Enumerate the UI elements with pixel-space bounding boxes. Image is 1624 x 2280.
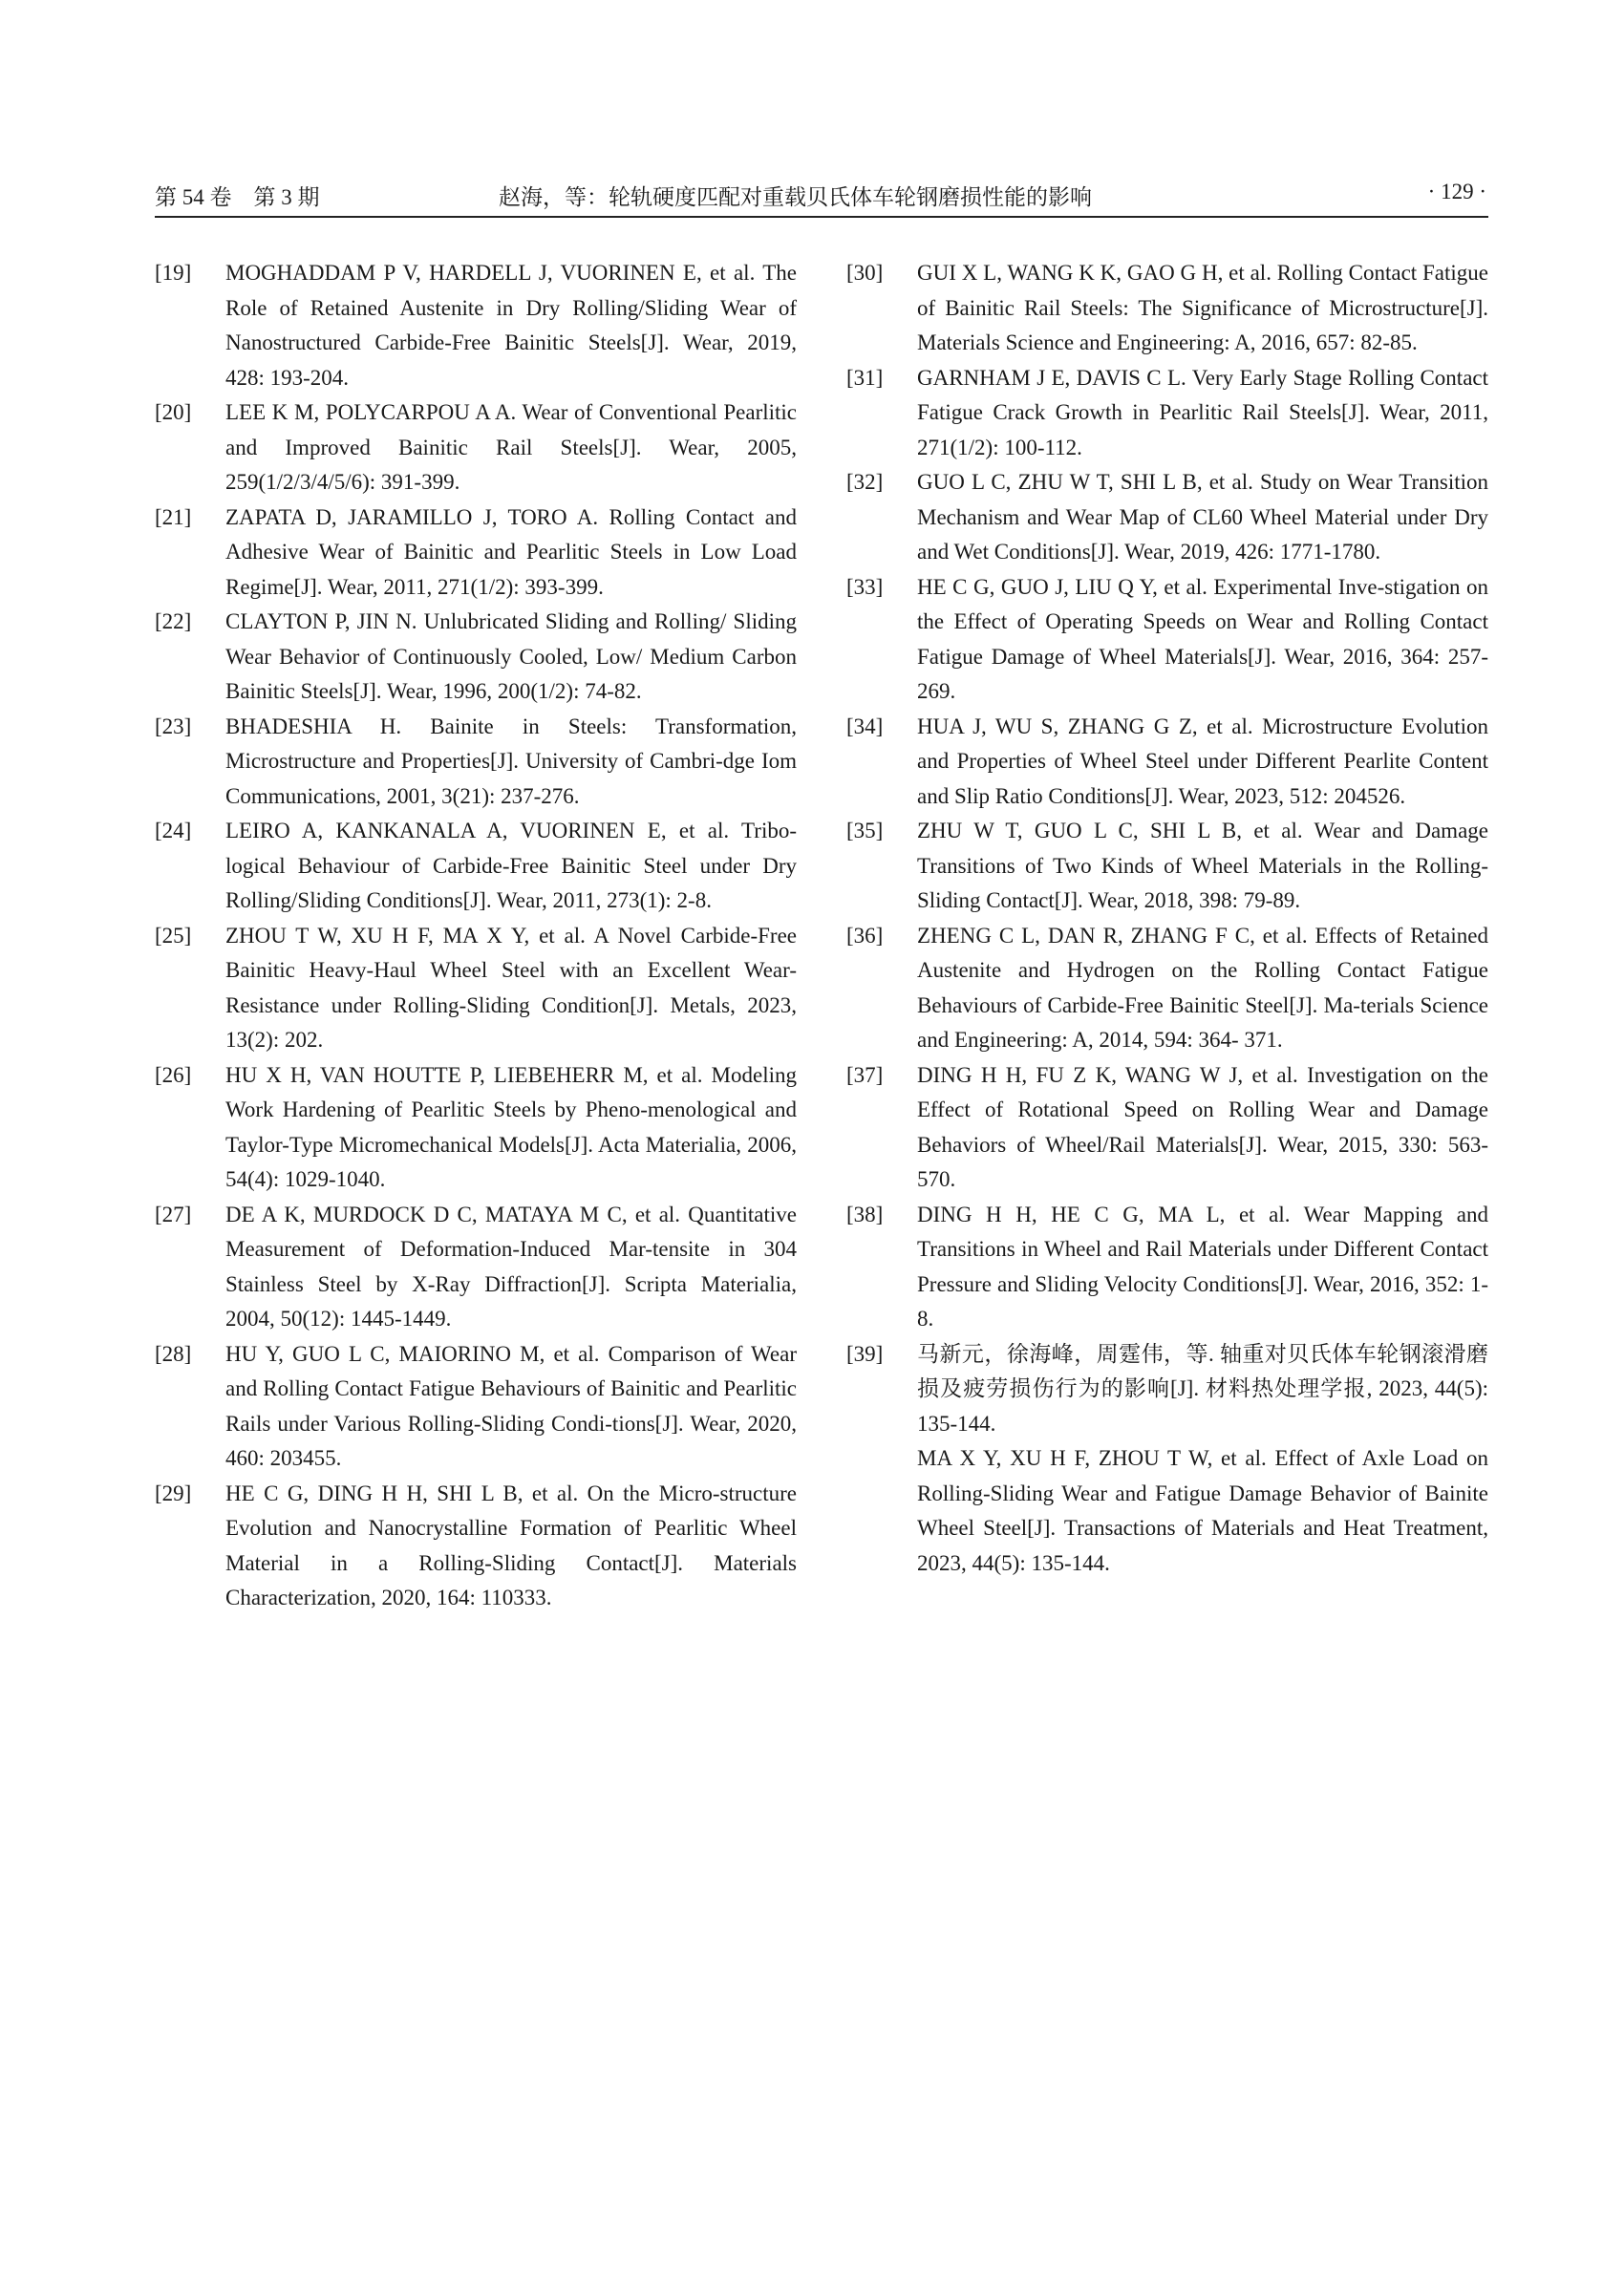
reference-number: [32] <box>846 470 884 494</box>
references-column-left <box>155 256 797 1616</box>
reference-number: [34] <box>846 714 884 738</box>
page-number: · 129 · <box>1427 180 1486 203</box>
reference-item <box>846 570 1488 710</box>
reference-text: CLAYTON P, JIN N. Unlubricated Sliding and Rolling/ Sliding Wear Behavior of Continuously Cooled, Low/ Medium Carbon Bainitic Steels[J]. Wear, 1996, 200(1/2): 74-82. <box>225 609 797 703</box>
reference-text: HE C G, DING H H, SHI L B, et al. On the Micro-structure Evolution and Nanocrystalline Formation of Pearlitic Wheel Material in a Rolling-Sliding Contact[J]. Materials Characterization, 2020, 164: 110333. <box>225 1481 797 1609</box>
reference-item <box>155 395 797 501</box>
running-header <box>155 178 1488 218</box>
reference-text: ZAPATA D, JARAMILLO J, TORO A. Rolling Contact and Adhesive Wear of Bainitic and Pearlitic Steels in Low Load Regime[J]. Wear, 2011, 271(1/2): 393-399. <box>225 504 797 599</box>
reference-number: [38] <box>846 1202 884 1226</box>
reference-text: GARNHAM J E, DAVIS C L. Very Early Stage Rolling Contact Fatigue Crack Growth in Pearlitic Rail Steels[J]. Wear, 2011, 271(1/2): 100-112. <box>917 365 1488 459</box>
reference-text: BHADESHIA H. Bainite in Steels: Transformation, Microstructure and Properties[J]. University of Cambri-dge Iom Communications, 2001, 3(21): 237-276. <box>225 714 797 808</box>
reference-text: 马新元，徐海峰，周霆伟，等. 轴重对贝氏体车轮钢滚滑磨损及疲劳损伤行为的影响[J]. 材料热处理学报, 2023, 44(5): 135-144. <box>917 1341 1488 1436</box>
reference-text: ZHENG C L, DAN R, ZHANG F C, et al. Effects of Retained Austenite and Hydrogen on the Rolling Contact Fatigue Behaviours of Carbide-Free Bainitic Steel[J]. Ma-terials Science and Engineering: A, 2014, 594: 364- 371. <box>917 923 1488 1052</box>
reference-text: DING H H, HE C G, MA L, et al. Wear Mapping and Transitions in Wheel and Rail Materials under Different Contact Pressure and Sliding Velocity Conditions[J]. Wear, 2016, 352: 1-8. <box>917 1202 1488 1331</box>
reference-number: [24] <box>155 819 192 842</box>
reference-item <box>155 256 797 395</box>
reference-number: [36] <box>846 923 884 948</box>
reference-item <box>155 605 797 710</box>
reference-number: [20] <box>155 400 192 424</box>
reference-text: HU X H, VAN HOUTTE P, LIEBEHERR M, et al. Modeling Work Hardening of Pearlitic Steels by Pheno-menological and Taylor-Type Micromechanical Models[J]. Acta Materialia, 2006, 54(4): 1029-1040. <box>225 1062 797 1191</box>
reference-number: [19] <box>155 261 192 285</box>
reference-number: [31] <box>846 365 884 390</box>
reference-text: HU Y, GUO L C, MAIORINO M, et al. Comparison of Wear and Rolling Contact Fatigue Behaviours of Bainitic and Pearlitic Rails under Various Rolling-Sliding Condi-tions[J]. Wear, 2020, 460: 203455. <box>225 1341 797 1470</box>
reference-item <box>846 465 1488 570</box>
reference-item <box>846 1058 1488 1198</box>
reference-item <box>846 1337 1488 1442</box>
reference-text: GUI X L, WANG K K, GAO G H, et al. Rolling Contact Fatigue of Bainitic Rail Steels: The Significance of Microstructure[J]. Materials Science and Engineering: A, 2016, 657: 82-85. <box>917 261 1488 354</box>
reference-39-english-translation: MA X Y, XU H F, ZHOU T W, et al. Effect of Axle Load on Rolling-Sliding Wear and Fatigue Damage Behavior of Bainite Wheel Steel[J]. Transactions of Materials and Heat Treatment, 2023, 44(5): 135-144. <box>917 1446 1488 1575</box>
reference-item <box>155 919 797 1058</box>
reference-text: MOGHADDAM P V, HARDELL J, VUORINEN E, et al. The Role of Retained Austenite in Dry Rolling/Sliding Wear of Nanostructured Carbide-Free Bainitic Steels[J]. Wear, 2019, 428: 193-204. <box>225 261 797 390</box>
reference-number: [27] <box>155 1202 192 1226</box>
reference-item <box>155 1477 797 1616</box>
reference-text: LEE K M, POLYCARPOU A A. Wear of Conventional Pearlitic and Improved Bainitic Rail Steels[J]. Wear, 2005, 259(1/2/3/4/5/6): 391-399. <box>225 400 797 494</box>
reference-text: DING H H, FU Z K, WANG W J, et al. Investigation on the Effect of Rotational Speed on Rolling Wear and Damage Behaviors of Wheel/Rail Materials[J]. Wear, 2015, 330: 563-570. <box>917 1062 1488 1191</box>
reference-text: DE A K, MURDOCK D C, MATAYA M C, et al. Quantitative Measurement of Deformation-Induced Mar-tensite in 304 Stainless Steel by X-Ray Diffraction[J]. Scripta Materialia, 2004, 50(12): 1445-1449. <box>225 1202 797 1331</box>
reference-item <box>155 1058 797 1198</box>
reference-number: [25] <box>155 923 192 948</box>
reference-number: [29] <box>155 1481 192 1505</box>
reference-number: [28] <box>155 1341 192 1366</box>
reference-item <box>846 919 1488 1058</box>
reference-item <box>846 361 1488 466</box>
reference-number: [21] <box>155 504 192 529</box>
reference-number: [23] <box>155 714 192 738</box>
reference-text: LEIRO A, KANKANALA A, VUORINEN E, et al. Tribo-logical Behaviour of Carbide-Free Bainitic Steel under Dry Rolling/Sliding Conditions[J]. Wear, 2011, 273(1): 2-8. <box>225 819 797 912</box>
reference-text: GUO L C, ZHU W T, SHI L B, et al. Study on Wear Transition Mechanism and Wear Map of CL60 Wheel Material under Dry and Wet Conditions[J]. Wear, 2019, 426: 1771-1780. <box>917 470 1488 564</box>
reference-number: [33] <box>846 574 884 599</box>
article-running-title: 赵海，等：轮轨硬度匹配对重载贝氏体车轮钢磨损性能的影响 <box>499 185 1092 209</box>
reference-item <box>155 1337 797 1477</box>
reference-number: [37] <box>846 1062 884 1087</box>
reference-item <box>155 814 797 919</box>
reference-text: ZHOU T W, XU H F, MA X Y, et al. A Novel Carbide-Free Bainitic Heavy-Haul Wheel Steel with an Excellent Wear-Resistance under Rolling-Sliding Condition[J]. Metals, 2023, 13(2): 202. <box>225 923 797 1052</box>
reference-number: [26] <box>155 1062 192 1087</box>
reference-number: [22] <box>155 609 192 633</box>
reference-item <box>155 1198 797 1337</box>
reference-number: [35] <box>846 819 884 842</box>
reference-text: HE C G, GUO J, LIU Q Y, et al. Experimental Inve-stigation on the Effect of Operating Speeds on Wear and Rolling Contact Fatigue Damage of Wheel Materials[J]. Wear, 2016, 364: 257-269. <box>917 574 1488 703</box>
reference-text: HUA J, WU S, ZHANG G Z, et al. Microstructure Evolution and Properties of Wheel Steel under Different Pearlite Content and Slip Ratio Conditions[J]. Wear, 2023, 512: 204526. <box>917 714 1488 808</box>
reference-item <box>846 814 1488 919</box>
reference-number: [30] <box>846 261 884 285</box>
reference-item <box>155 710 797 815</box>
reference-item <box>155 501 797 606</box>
reference-number: [39] <box>846 1341 884 1366</box>
reference-text: ZHU W T, GUO L C, SHI L B, et al. Wear and Damage Transitions of Two Kinds of Wheel Materials in the Rolling-Sliding Contact[J]. Wear, 2018, 398: 79-89. <box>917 819 1488 912</box>
references-column-right <box>846 256 1488 1581</box>
reference-item <box>846 1198 1488 1337</box>
reference-item <box>846 710 1488 815</box>
reference-item <box>846 256 1488 361</box>
journal-volume-issue: 第 54 卷 第 3 期 <box>155 185 320 209</box>
